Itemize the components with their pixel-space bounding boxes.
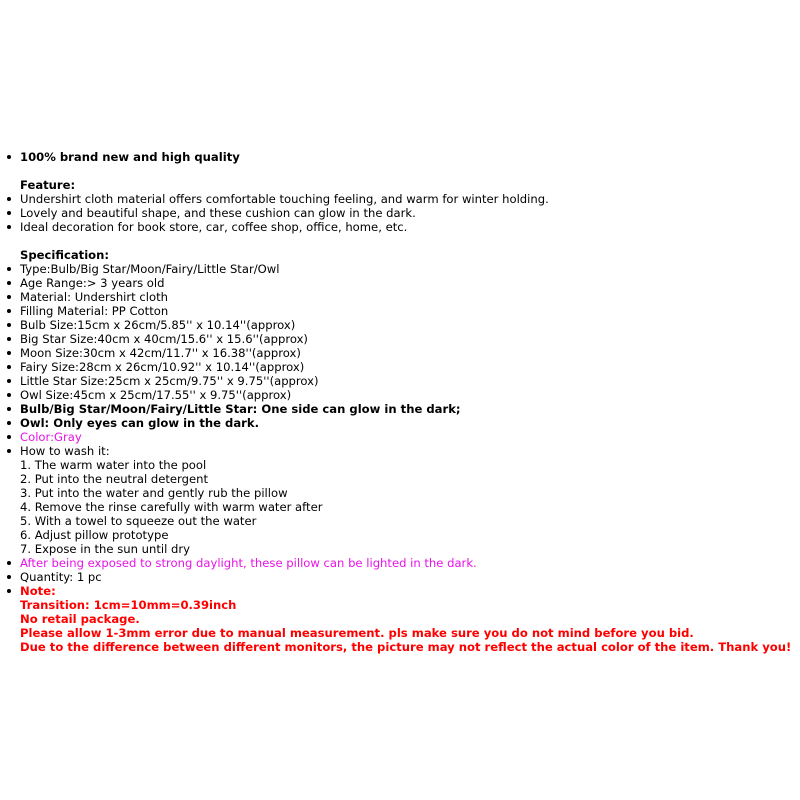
bullet-icon <box>7 421 11 425</box>
wash-step <box>0 486 800 500</box>
spec-item <box>0 332 800 346</box>
intro-item <box>0 150 800 164</box>
product-description <box>0 150 800 654</box>
bullet-icon <box>7 435 11 439</box>
spec-text: Little Star Size:25cm x 25cm/9.75'' x 9.75''(approx) <box>20 374 319 388</box>
feature-text: Lovely and beautiful shape, and these cushion can glow in the dark. <box>20 206 416 220</box>
wash-step <box>0 472 800 486</box>
wash-step <box>0 542 800 556</box>
spec-heading-row <box>0 248 800 262</box>
spec-text: Bulb Size:15cm x 26cm/5.85'' x 10.14''(approx) <box>20 318 296 332</box>
note-text: Transition: 1cm=10mm=0.39inch <box>20 598 237 612</box>
note-text: Due to the difference between different monitors, the picture may not reflect the actual color of the item. Thank you! <box>20 640 792 654</box>
glow-text-1: Bulb/Big Star/Moon/Fairy/Little Star: One side can glow in the dark; <box>20 402 461 416</box>
spec-text: Material: Undershirt cloth <box>20 290 168 304</box>
note-label: Note: <box>20 584 56 598</box>
glow-note-1 <box>0 402 800 416</box>
feature-item <box>0 220 800 234</box>
color-item <box>0 430 800 444</box>
wash-step <box>0 458 800 472</box>
bullet-icon <box>7 449 11 453</box>
wash-item <box>0 444 800 458</box>
daylight-item <box>0 556 800 570</box>
bullet-icon <box>7 365 11 369</box>
bullet-icon <box>7 197 11 201</box>
feature-item <box>0 206 800 220</box>
spec-item <box>0 304 800 318</box>
spec-text: Owl Size:45cm x 25cm/17.55'' x 9.75''(approx) <box>20 388 292 402</box>
wash-step-text: 5. With a towel to squeeze out the water <box>20 514 257 528</box>
wash-step <box>0 528 800 542</box>
feature-heading-row <box>0 178 800 192</box>
bullet-icon <box>7 351 11 355</box>
spec-heading: Specification: <box>20 248 110 262</box>
bullet-icon <box>7 337 11 341</box>
glow-note-2 <box>0 416 800 430</box>
note-line <box>0 598 800 612</box>
glow-text-2: Owl: Only eyes can glow in the dark. <box>20 416 259 430</box>
spec-text: Age Range:> 3 years old <box>20 276 165 290</box>
note-item <box>0 584 800 598</box>
bullet-icon <box>7 267 11 271</box>
note-line <box>0 612 800 626</box>
feature-item <box>0 192 800 206</box>
wash-step-text: 2. Put into the neutral detergent <box>20 472 208 486</box>
bullet-icon <box>7 211 11 215</box>
bullet-icon <box>7 155 11 159</box>
spec-text: Filling Material: PP Cotton <box>20 304 169 318</box>
bullet-icon <box>7 225 11 229</box>
bullet-icon <box>7 281 11 285</box>
wash-step-text: 6. Adjust pillow prototype <box>20 528 169 542</box>
spec-item <box>0 388 800 402</box>
bullet-icon <box>7 407 11 411</box>
intro-text: 100% brand new and high quality <box>20 150 240 164</box>
spec-text: Big Star Size:40cm x 40cm/15.6'' x 15.6''(approx) <box>20 332 308 346</box>
spec-item <box>0 346 800 360</box>
spec-text: Type:Bulb/Big Star/Moon/Fairy/Little Star/Owl <box>20 262 280 276</box>
wash-title: How to wash it: <box>20 444 110 458</box>
bullet-icon <box>7 589 11 593</box>
bullet-icon <box>7 295 11 299</box>
wash-step-text: 4. Remove the rinse carefully with warm water after <box>20 500 323 514</box>
wash-step-text: 3. Put into the water and gently rub the pillow <box>20 486 288 500</box>
spec-text: Moon Size:30cm x 42cm/11.7'' x 16.38''(approx) <box>20 346 301 360</box>
wash-step-text: 7. Expose in the sun until dry <box>20 542 190 556</box>
daylight-text: After being exposed to strong daylight, these pillow can be lighted in the dark. <box>20 556 477 570</box>
quantity-item <box>0 570 800 584</box>
wash-step <box>0 500 800 514</box>
bullet-icon <box>7 379 11 383</box>
feature-heading: Feature: <box>20 178 76 192</box>
note-text: Please allow 1-3mm error due to manual measurement. pls make sure you do not mind before you bid. <box>20 626 694 640</box>
feature-text: Ideal decoration for book store, car, coffee shop, office, home, etc. <box>20 220 408 234</box>
spec-item <box>0 262 800 276</box>
bullet-icon <box>7 309 11 313</box>
spec-item <box>0 318 800 332</box>
bullet-icon <box>7 561 11 565</box>
spec-item <box>0 276 800 290</box>
feature-text: Undershirt cloth material offers comfortable touching feeling, and warm for winter holding. <box>20 192 549 206</box>
note-text: No retail package. <box>20 612 140 626</box>
wash-step-text: 1. The warm water into the pool <box>20 458 207 472</box>
bullet-icon <box>7 575 11 579</box>
quantity-text: Quantity: 1 pc <box>20 570 102 584</box>
spec-item <box>0 374 800 388</box>
note-line <box>0 640 800 654</box>
color-text: Color:Gray <box>20 430 82 444</box>
spec-text: Fairy Size:28cm x 26cm/10.92'' x 10.14''(approx) <box>20 360 305 374</box>
bullet-icon <box>7 323 11 327</box>
bullet-icon <box>7 393 11 397</box>
wash-step <box>0 514 800 528</box>
note-line <box>0 626 800 640</box>
spec-item <box>0 360 800 374</box>
spec-item <box>0 290 800 304</box>
